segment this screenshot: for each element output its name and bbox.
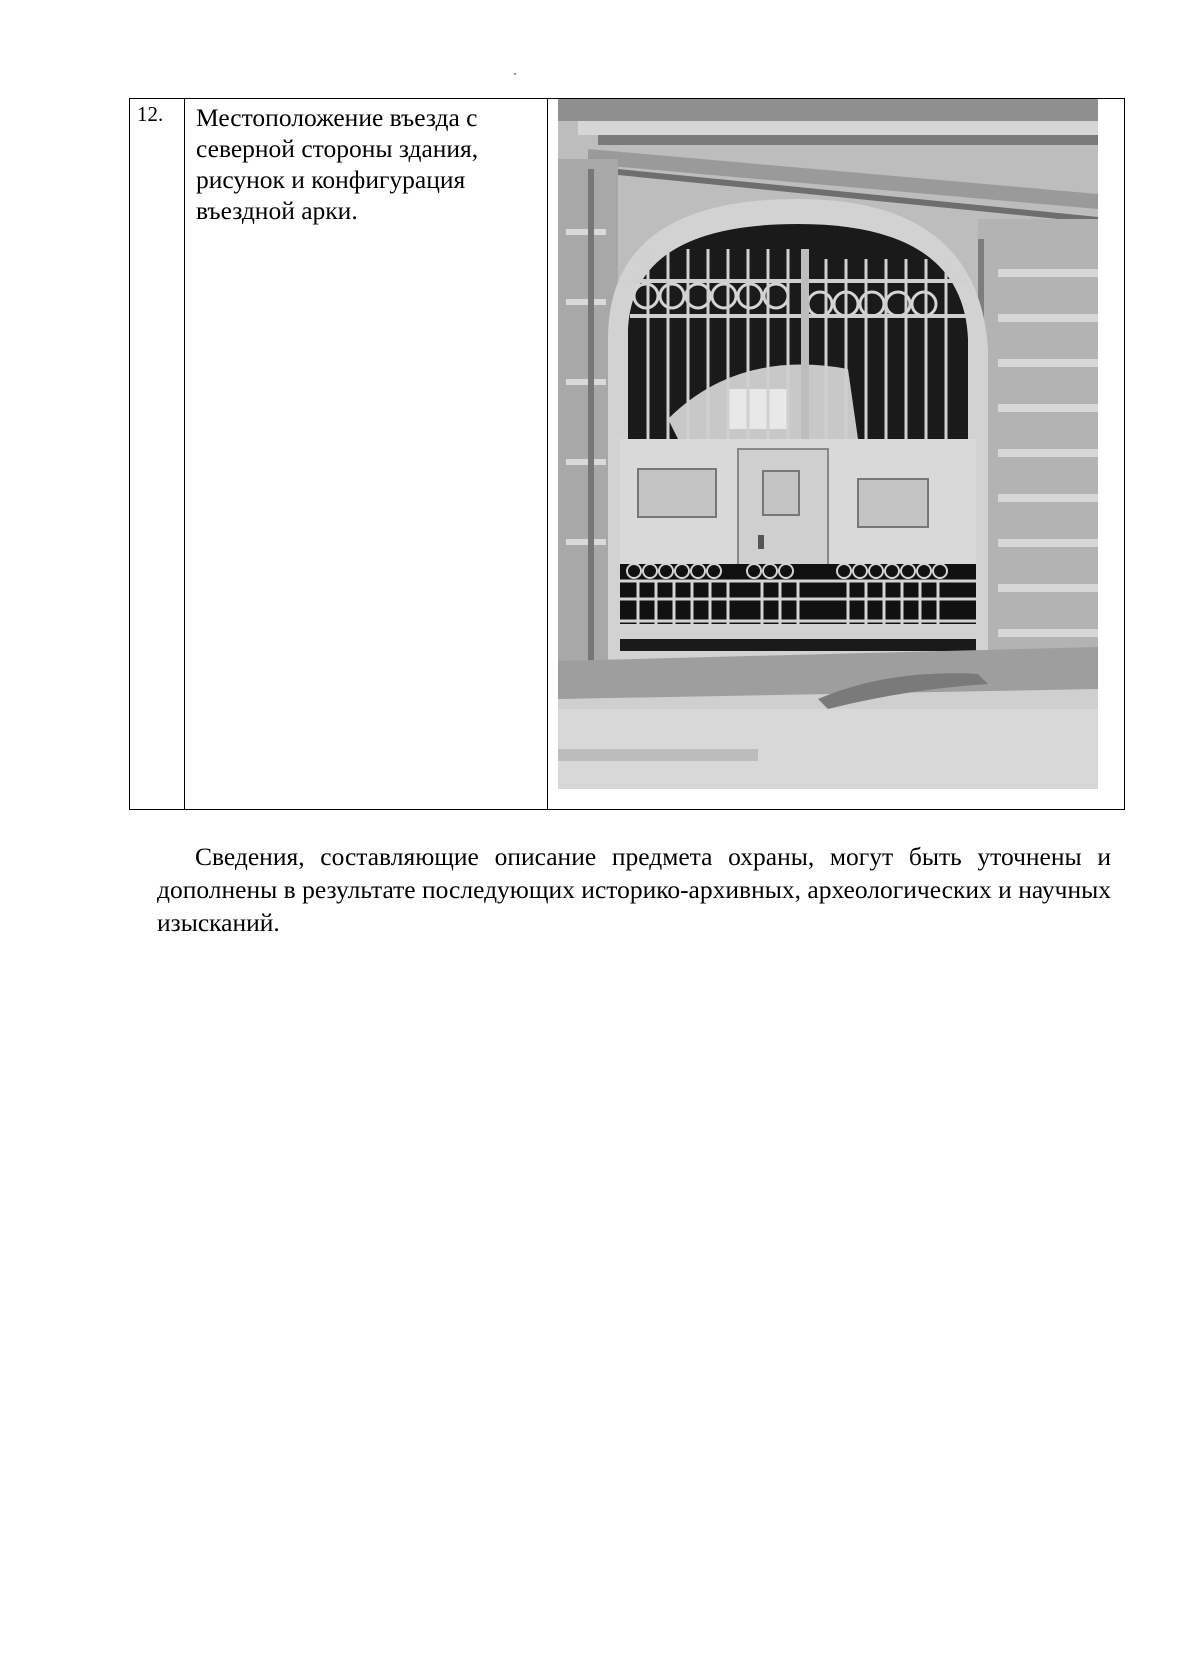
table-row	[130, 99, 1125, 810]
gate-arch-photo-icon	[558, 99, 1098, 789]
row-number: 12.	[137, 102, 164, 126]
closing-note: Сведения, составляющие описание предмета охраны, могут быть уточнены и дополнены в результате последующих историко-архивных, археологических и научных изысканий.	[157, 842, 1111, 937]
row-number-cell	[130, 99, 185, 810]
row-description: Местоположение въезда с северной стороны здания, рисунок и конфигурация въездной арки.	[196, 103, 479, 225]
gate-arch-photo	[548, 99, 1124, 809]
scan-speck	[514, 73, 516, 75]
row-photo-cell	[548, 99, 1125, 810]
row-description-cell	[185, 99, 548, 810]
protection-subject-table	[129, 98, 1125, 810]
